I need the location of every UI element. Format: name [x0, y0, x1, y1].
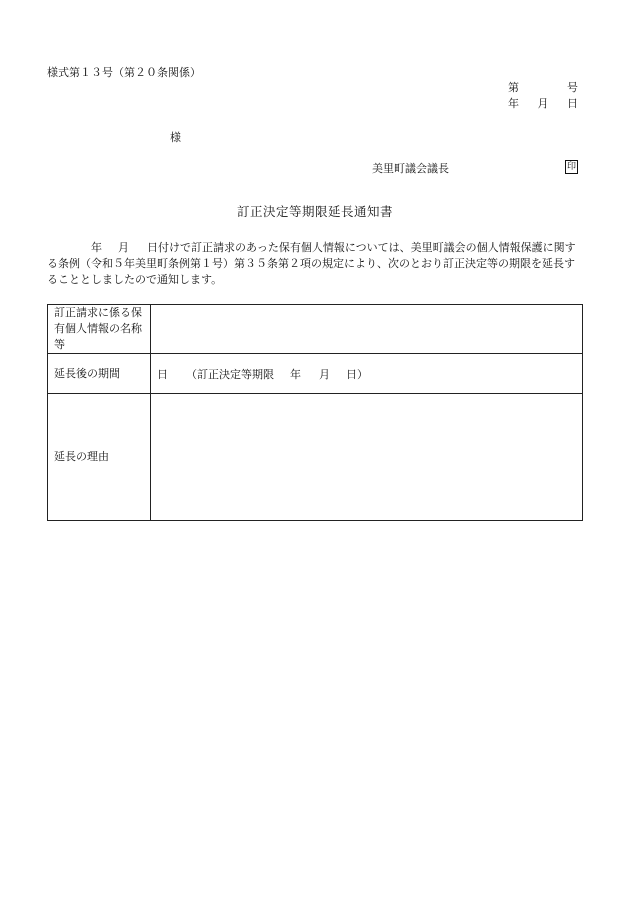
body-year: 年: [91, 241, 102, 254]
date-month: 月: [537, 97, 549, 110]
row-value-extension-period[interactable]: [151, 354, 583, 394]
date-day: 日: [567, 97, 578, 110]
period-day: 日: [157, 367, 168, 381]
table-row: [48, 394, 583, 521]
row-value-info-name[interactable]: [151, 305, 583, 354]
table-row: [48, 305, 583, 354]
row-label-extension-reason: 延長の理由: [48, 394, 151, 521]
row-value-extension-reason[interactable]: [151, 394, 583, 521]
document-title: 訂正決定等期限延長通知書: [236, 204, 393, 219]
body-paragraph: [47, 240, 583, 288]
body-month: 月: [118, 241, 129, 254]
info-table: [47, 304, 583, 521]
issue-date-line: [508, 97, 578, 110]
seal-mark: 印: [566, 162, 576, 172]
number-prefix: 第: [508, 81, 519, 94]
period-month: 月: [319, 367, 330, 381]
period-year: 年: [290, 367, 301, 381]
date-year: 年: [508, 97, 519, 110]
row-label-info-name: 訂正請求に係る保有個人情報の名称等: [48, 305, 151, 354]
period-day-close: 日）: [346, 367, 368, 381]
period-deadline-label: （訂正決定等期限: [186, 367, 274, 381]
recipient-honorific: 様: [170, 131, 181, 144]
number-suffix: 号: [567, 81, 578, 94]
form-number: 様式第１３号（第２０条関係）: [47, 66, 201, 79]
body-text: 日付けで訂正請求のあった保有個人情報については、美里町議会の個人情報保護に関する条例（令和５年美里町条例第１号）第３５条第２項の規定により、次のとおり訂正決定等の期限を延長することとしましたので通知します。: [47, 241, 576, 286]
row-label-extension-period: 延長後の期間: [48, 354, 151, 394]
sender-title: 美里町議会議長: [372, 162, 449, 175]
table-row: [48, 354, 583, 394]
document-number-line: [508, 81, 578, 94]
